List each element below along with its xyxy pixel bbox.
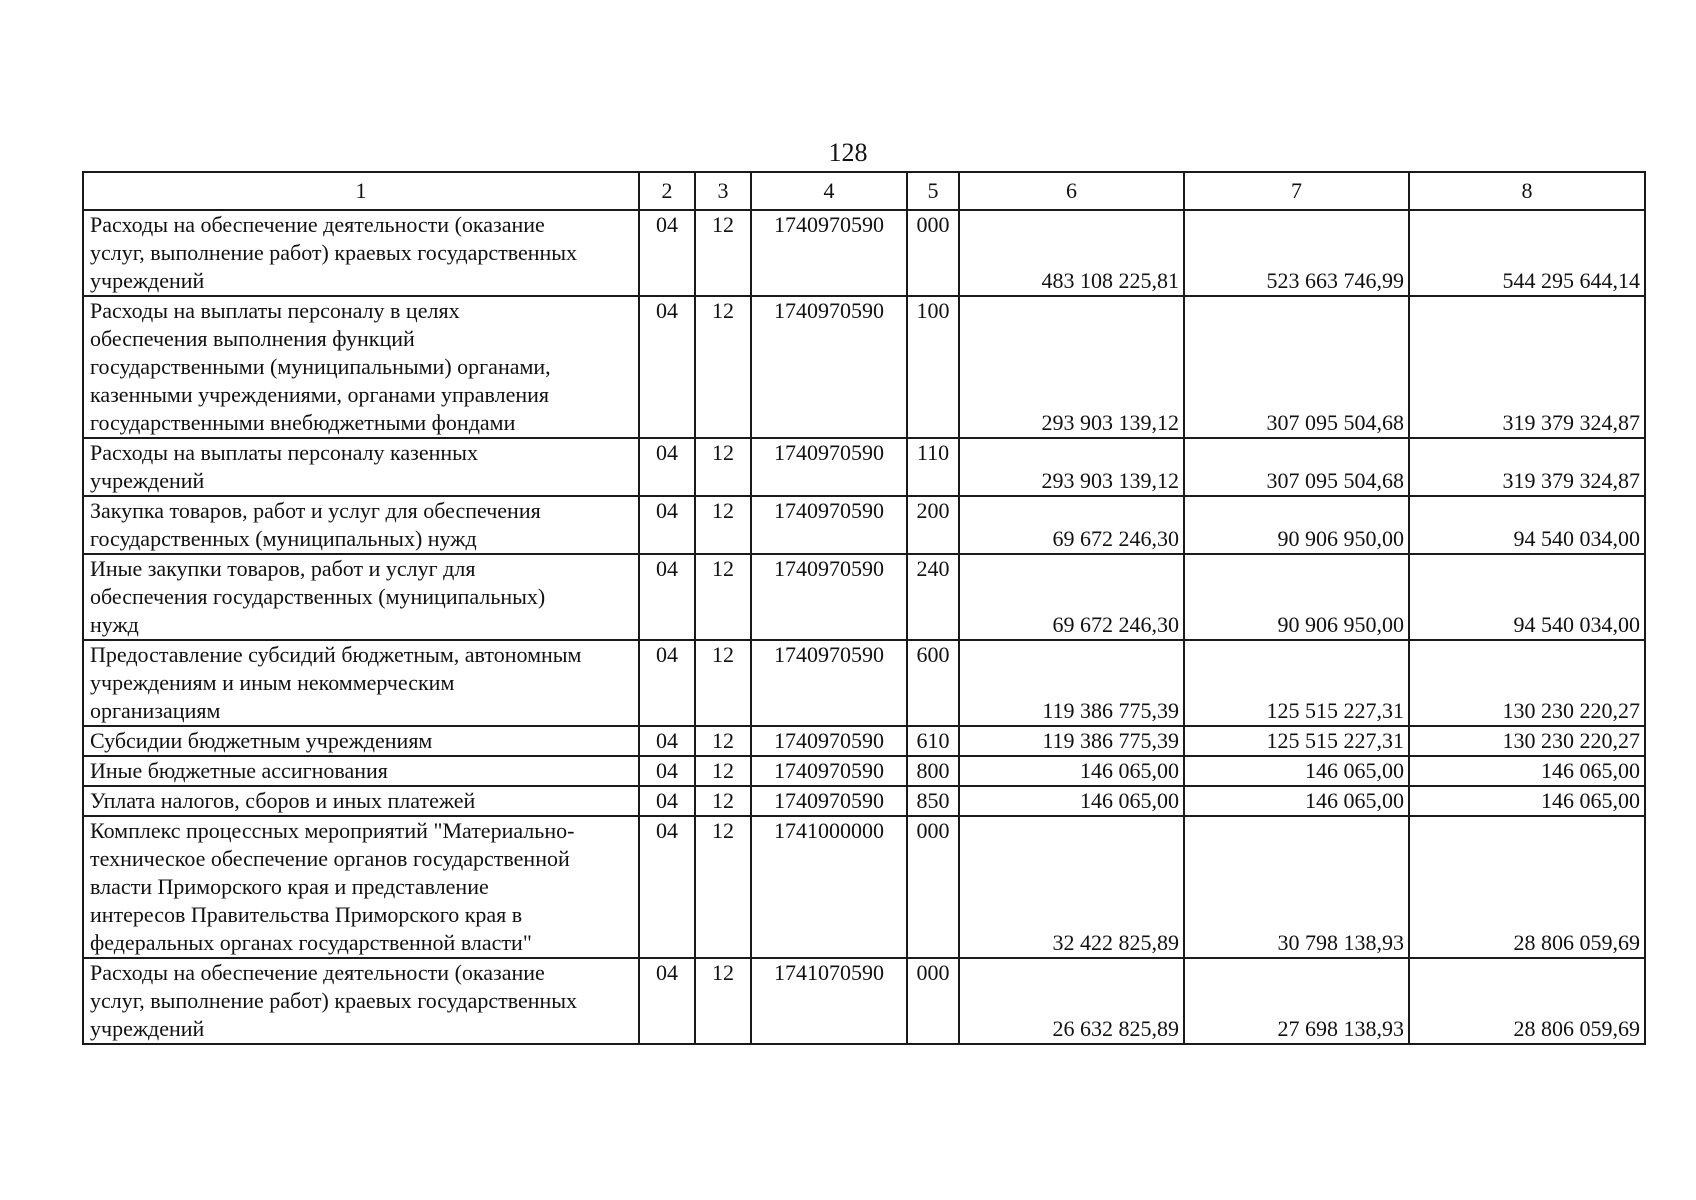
amount-col-8: 130 230 220,27 bbox=[1409, 726, 1645, 756]
amount-col-8: 146 065,00 bbox=[1409, 756, 1645, 786]
subsection-code: 12 bbox=[695, 816, 751, 958]
amount-col-6: 293 903 139,12 bbox=[959, 296, 1184, 438]
amount-col-7: 146 065,00 bbox=[1184, 756, 1409, 786]
table-row bbox=[83, 726, 1645, 756]
row-description: Расходы на выплаты персоналу казенных учреждений bbox=[83, 438, 639, 496]
expense-type-code: 240 bbox=[907, 554, 959, 640]
header-row bbox=[83, 172, 1645, 210]
amount-col-8: 544 295 644,14 bbox=[1409, 210, 1645, 296]
amount-col-7: 90 906 950,00 bbox=[1184, 554, 1409, 640]
target-item-code: 1740970590 bbox=[751, 296, 907, 438]
amount-col-8: 130 230 220,27 bbox=[1409, 640, 1645, 726]
table-row bbox=[83, 554, 1645, 640]
expense-type-code: 000 bbox=[907, 958, 959, 1044]
section-code: 04 bbox=[639, 726, 695, 756]
expense-type-code: 850 bbox=[907, 786, 959, 816]
amount-col-6: 483 108 225,81 bbox=[959, 210, 1184, 296]
row-description: Иные бюджетные ассигнования bbox=[83, 756, 639, 786]
subsection-code: 12 bbox=[695, 726, 751, 756]
amount-col-7: 90 906 950,00 bbox=[1184, 496, 1409, 554]
amount-col-6: 293 903 139,12 bbox=[959, 438, 1184, 496]
subsection-code: 12 bbox=[695, 210, 751, 296]
row-description: Иные закупки товаров, работ и услуг для обеспечения государственных (муниципальных) нужд bbox=[83, 554, 639, 640]
target-item-code: 1740970590 bbox=[751, 210, 907, 296]
section-code: 04 bbox=[639, 756, 695, 786]
amount-col-7: 125 515 227,31 bbox=[1184, 640, 1409, 726]
header-cell-7: 7 bbox=[1184, 172, 1409, 210]
table-row bbox=[83, 296, 1645, 438]
section-code: 04 bbox=[639, 816, 695, 958]
table-row bbox=[83, 438, 1645, 496]
subsection-code: 12 bbox=[695, 438, 751, 496]
subsection-code: 12 bbox=[695, 554, 751, 640]
row-description: Расходы на обеспечение деятельности (оказание услуг, выполнение работ) краевых государственных учреждений bbox=[83, 210, 639, 296]
amount-col-7: 307 095 504,68 bbox=[1184, 438, 1409, 496]
target-item-code: 1740970590 bbox=[751, 438, 907, 496]
expense-type-code: 110 bbox=[907, 438, 959, 496]
expense-type-code: 000 bbox=[907, 816, 959, 958]
row-description: Расходы на обеспечение деятельности (оказание услуг, выполнение работ) краевых государственных учреждений bbox=[83, 958, 639, 1044]
header-cell-5: 5 bbox=[907, 172, 959, 210]
target-item-code: 1740970590 bbox=[751, 640, 907, 726]
amount-col-6: 119 386 775,39 bbox=[959, 640, 1184, 726]
page-number: 128 bbox=[828, 138, 868, 167]
amount-col-8: 94 540 034,00 bbox=[1409, 496, 1645, 554]
amount-col-6: 119 386 775,39 bbox=[959, 726, 1184, 756]
amount-col-8: 28 806 059,69 bbox=[1409, 958, 1645, 1044]
header-cell-8: 8 bbox=[1409, 172, 1645, 210]
target-item-code: 1740970590 bbox=[751, 726, 907, 756]
amount-col-6: 146 065,00 bbox=[959, 786, 1184, 816]
target-item-code: 1741000000 bbox=[751, 816, 907, 958]
expense-type-code: 000 bbox=[907, 210, 959, 296]
header-cell-1: 1 bbox=[83, 172, 639, 210]
section-code: 04 bbox=[639, 640, 695, 726]
amount-col-8: 28 806 059,69 bbox=[1409, 816, 1645, 958]
target-item-code: 1741070590 bbox=[751, 958, 907, 1044]
expense-type-code: 600 bbox=[907, 640, 959, 726]
expense-type-code: 200 bbox=[907, 496, 959, 554]
amount-col-7: 125 515 227,31 bbox=[1184, 726, 1409, 756]
row-description: Субсидии бюджетным учреждениям bbox=[83, 726, 639, 756]
subsection-code: 12 bbox=[695, 756, 751, 786]
table-row bbox=[83, 496, 1645, 554]
amount-col-7: 30 798 138,93 bbox=[1184, 816, 1409, 958]
subsection-code: 12 bbox=[695, 786, 751, 816]
section-code: 04 bbox=[639, 210, 695, 296]
table-row bbox=[83, 958, 1645, 1044]
subsection-code: 12 bbox=[695, 496, 751, 554]
table-row bbox=[83, 640, 1645, 726]
budget-table bbox=[82, 171, 1646, 1045]
amount-col-6: 69 672 246,30 bbox=[959, 554, 1184, 640]
table-row bbox=[83, 816, 1645, 958]
table-row bbox=[83, 786, 1645, 816]
section-code: 04 bbox=[639, 296, 695, 438]
subsection-code: 12 bbox=[695, 958, 751, 1044]
target-item-code: 1740970590 bbox=[751, 554, 907, 640]
expense-type-code: 100 bbox=[907, 296, 959, 438]
amount-col-8: 319 379 324,87 bbox=[1409, 296, 1645, 438]
amount-col-8: 94 540 034,00 bbox=[1409, 554, 1645, 640]
amount-col-7: 146 065,00 bbox=[1184, 786, 1409, 816]
expense-type-code: 800 bbox=[907, 756, 959, 786]
table-body bbox=[83, 172, 1645, 1044]
amount-col-6: 69 672 246,30 bbox=[959, 496, 1184, 554]
header-cell-2: 2 bbox=[639, 172, 695, 210]
expense-type-code: 610 bbox=[907, 726, 959, 756]
amount-col-7: 307 095 504,68 bbox=[1184, 296, 1409, 438]
target-item-code: 1740970590 bbox=[751, 756, 907, 786]
section-code: 04 bbox=[639, 496, 695, 554]
row-description: Уплата налогов, сборов и иных платежей bbox=[83, 786, 639, 816]
target-item-code: 1740970590 bbox=[751, 786, 907, 816]
amount-col-6: 146 065,00 bbox=[959, 756, 1184, 786]
amount-col-8: 319 379 324,87 bbox=[1409, 438, 1645, 496]
amount-col-8: 146 065,00 bbox=[1409, 786, 1645, 816]
section-code: 04 bbox=[639, 958, 695, 1044]
subsection-code: 12 bbox=[695, 640, 751, 726]
subsection-code: 12 bbox=[695, 296, 751, 438]
amount-col-7: 27 698 138,93 bbox=[1184, 958, 1409, 1044]
header-cell-6: 6 bbox=[959, 172, 1184, 210]
section-code: 04 bbox=[639, 438, 695, 496]
target-item-code: 1740970590 bbox=[751, 496, 907, 554]
row-description: Предоставление субсидий бюджетным, автономным учреждениям и иным некоммерческим организациям bbox=[83, 640, 639, 726]
table-row bbox=[83, 756, 1645, 786]
section-code: 04 bbox=[639, 554, 695, 640]
amount-col-6: 32 422 825,89 bbox=[959, 816, 1184, 958]
section-code: 04 bbox=[639, 786, 695, 816]
row-description: Комплекс процессных мероприятий "Материально- техническое обеспечение органов государственной власти Приморского края и представление интересов Правительства Приморского края в федеральных органах государственной власти" bbox=[83, 816, 639, 958]
row-description: Расходы на выплаты персоналу в целях обеспечения выполнения функций государственными (муниципальными) органами, казенными учреждениями, органами управления государственными внебюджетными фондами bbox=[83, 296, 639, 438]
row-description: Закупка товаров, работ и услуг для обеспечения государственных (муниципальных) нужд bbox=[83, 496, 639, 554]
header-cell-3: 3 bbox=[695, 172, 751, 210]
amount-col-7: 523 663 746,99 bbox=[1184, 210, 1409, 296]
table-row bbox=[83, 210, 1645, 296]
header-cell-4: 4 bbox=[751, 172, 907, 210]
amount-col-6: 26 632 825,89 bbox=[959, 958, 1184, 1044]
